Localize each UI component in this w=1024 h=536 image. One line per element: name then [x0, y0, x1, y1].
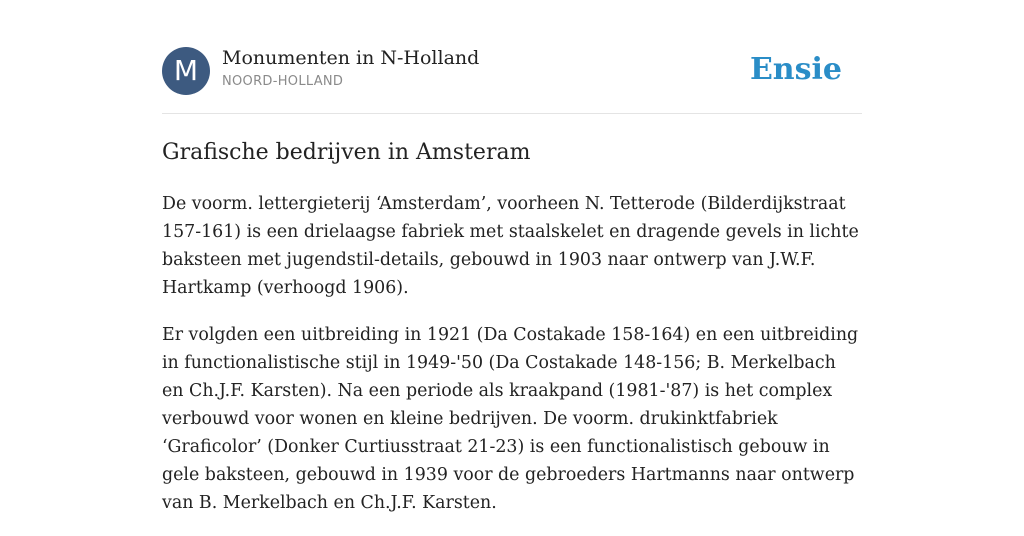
- article-title: Grafische bedrijven in Amsteram: [162, 140, 531, 165]
- source-name[interactable]: Monumenten in N-Holland: [222, 47, 480, 69]
- article-paragraph: De voorm. lettergieterij ‘Amsterdam’, voorheen N. Tetterode (Bilderdijkstraat 157-161) is een drielaagse fabriek met staalskelet en dragende gevels in lichte baksteen met jugendstil-details, gebouwd in 1903 naar ontwerp van J.W.F. Hartkamp (verhoogd 1906).: [162, 194, 859, 298]
- header-divider: [162, 113, 862, 114]
- article-paragraph: Er volgden een uitbreiding in 1921 (Da Costakade 158-164) en een uitbreiding in functionalistische stijl in 1949-'50 (Da Costakade 148-156; B. Merkelbach en Ch.J.F. Karsten). Na een periode als kraakpand (1981-'87) is het complex verbouwd voor wonen en kleine bedrijven. De voorm. drukinktfabriek ‘Graficolor’ (Donker Curtiusstraat 21-23) is een functionalistisch gebouw in gele baksteen, gebouwd in 1939 voor de gebroeders Hartmanns naar ontwerp van B. Merkelbach en Ch.J.F. Karsten.: [162, 325, 859, 513]
- brand-logo[interactable]: Ensie: [749, 52, 842, 87]
- article-page: [162, 0, 862, 512]
- source-avatar[interactable]: M: [162, 47, 210, 95]
- article-body: [162, 190, 862, 536]
- source-region: NOORD-HOLLAND: [222, 74, 344, 89]
- source-header: [162, 46, 862, 96]
